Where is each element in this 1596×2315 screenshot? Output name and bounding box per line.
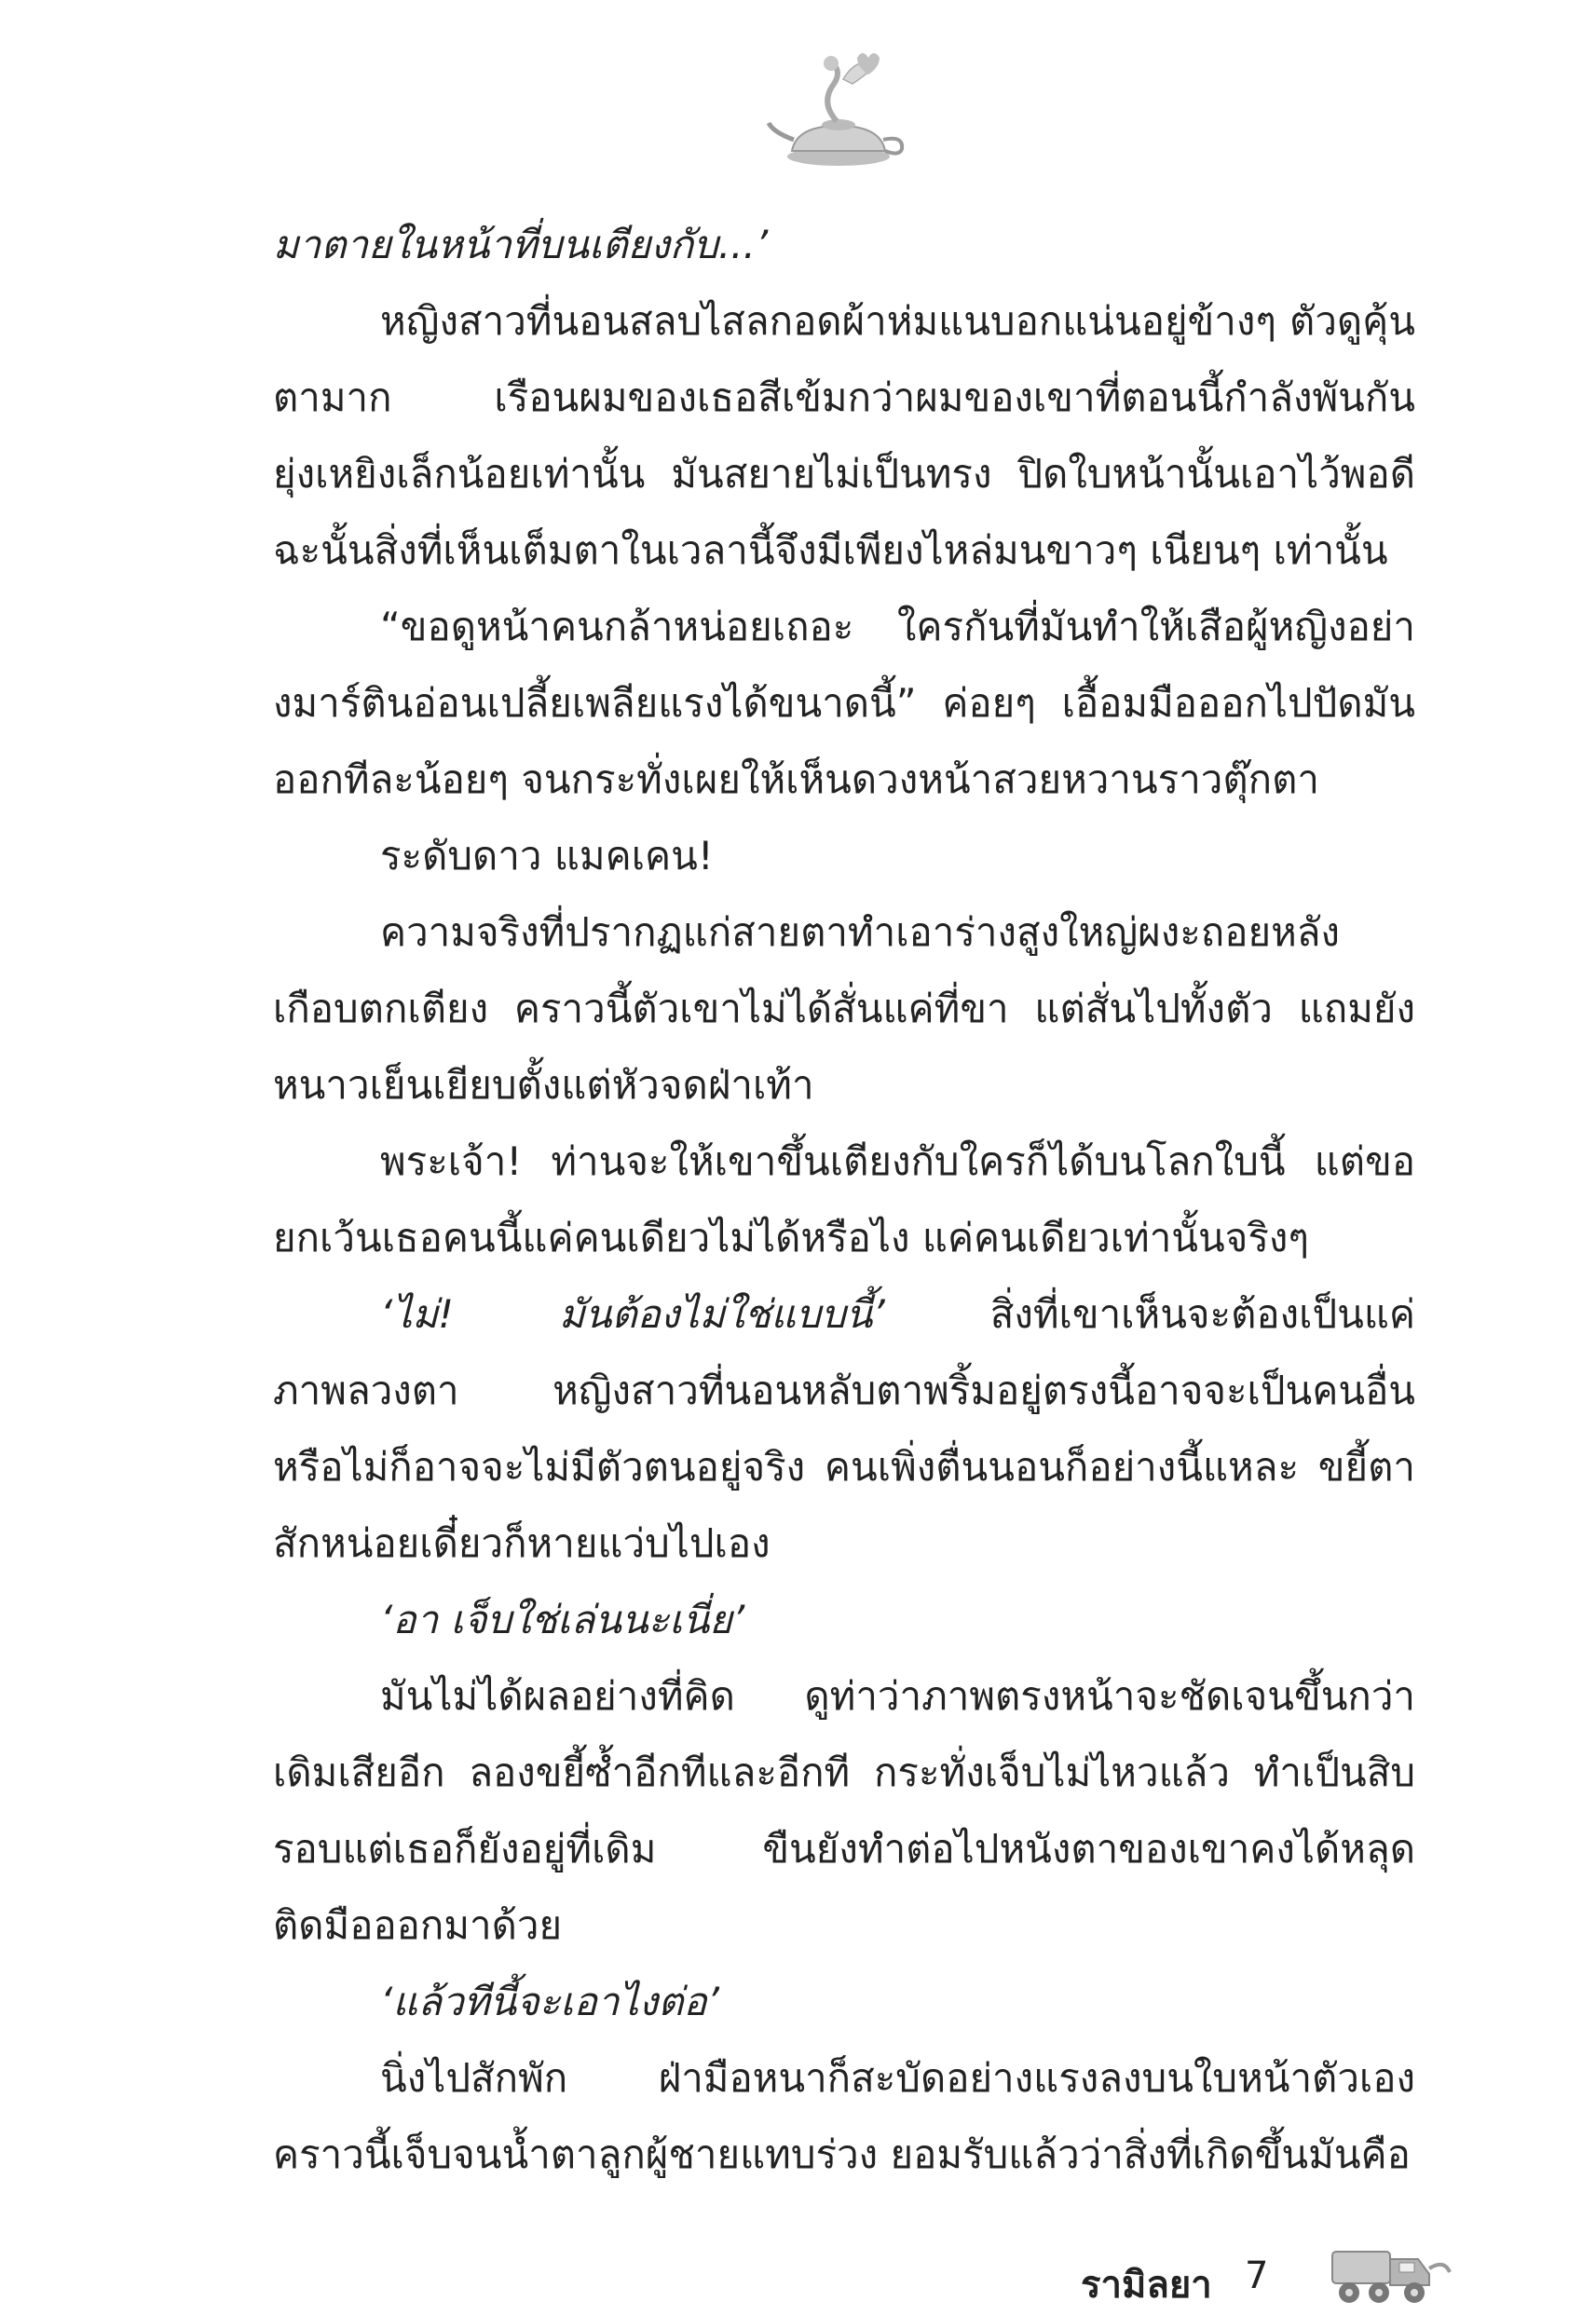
paragraph <box>273 818 1415 894</box>
paragraph-text: พระเจ้า! ท่านจะให้เขาขึ้นเตียงกับใครก็ได้บนโลกใบนี้ แต่ขอยกเว้นเธอคนนี้แค่คนเดียวไม่ได้หรือไง แค่คนเดียวเท่านั้นจริงๆ <box>273 1138 1415 1260</box>
genie-lamp-cupid-icon <box>764 47 913 177</box>
paragraph-text: มันไม่ได้ผลอย่างที่คิด ดูท่าว่าภาพตรงหน้าจะชัดเจนขึ้นกว่าเดิมเสียอีก ลองขยี้ซ้ำอีกทีและอีกที กระทั่งเจ็บไม่ไหวแล้ว ทำเป็นสิบรอบแต่เธอก็ยังอยู่ที่เดิม ขืนยังทำต่อไปหนังตาของเขาคงได้หลุดติดมือออกมาด้วย <box>273 1673 1415 1948</box>
toy-truck-icon <box>1314 2231 1453 2315</box>
italic-text: ‘อา เจ็บใช่เล่นนะเนี่ย’ <box>380 1597 745 1642</box>
paragraph <box>273 207 1415 283</box>
page-footer <box>1025 2253 1286 2308</box>
paragraph-text: นิ่งไปสักพัก ฝ่ามือหนาก็สะบัดอย่างแรงลงบนใบหน้าตัวเองคราวนี้เจ็บจนน้ำตาลูกผู้ชายแทบร่วง ยอมรับแล้วว่าสิ่งที่เกิดขึ้นมันคือ <box>273 2055 1415 2177</box>
paragraph-text: ความจริงที่ปรากฏแก่สายตาทำเอาร่างสูงใหญ่ผงะถอยหลังเกือบตกเตียง คราวนี้ตัวเขาไม่ได้สั่นแค่ที่ขา แต่สั่นไปทั้งตัว แถมยังหนาวเย็นเยียบตั้งแต่หัวจดฝ่าเท้า <box>273 909 1415 1108</box>
paragraph-text: ระดับดาว แมคเคน! <box>380 833 714 878</box>
body-text <box>273 207 1415 2193</box>
italic-text: ‘แล้วทีนี้จะเอาไงต่อ’ <box>380 1979 719 2024</box>
author-name: รามิลยา <box>1081 2264 1212 2307</box>
paragraph <box>273 1276 1415 1582</box>
paragraph <box>273 2040 1415 2193</box>
paragraph <box>273 283 1415 589</box>
paragraph-text: สิ่งที่เขาเห็นจะต้องเป็นแค่ภาพลวงตา หญิงสาวที่นอนหลับตาพริ้มอยู่ตรงนี้อาจจะเป็นคนอื่น หรือไม่ก็อาจจะไม่มีตัวตนอยู่จริง คนเพิ่งตื่นนอนก็อย่างนี้แหละ ขยี้ตาสักหน่อยเดี๋ยวก็หายแว่บไปเอง <box>273 1291 1415 1566</box>
paragraph <box>273 1658 1415 1964</box>
paragraph-text: หญิงสาวที่นอนสลบไสลกอดผ้าห่มแนบอกแน่นอยู่ข้างๆ ตัวดูคุ้นตามาก เรือนผมของเธอสีเข้มกว่าผมของเขาที่ตอนนี้กำลังพันกันยุ่งเหยิงเล็กน้อยเท่านั้น มันสยายไม่เป็นทรง ปิดใบหน้านั้นเอาไว้พอดี ฉะนั้นสิ่งที่เห็นเต็มตาในเวลานี้จึงมีเพียงไหล่มนขาวๆ เนียนๆ เท่านั้น <box>273 298 1415 573</box>
italic-text: ‘ไม่! มันต้องไม่ใช่แบบนี้’ <box>380 1291 885 1337</box>
paragraph <box>273 1123 1415 1276</box>
paragraph-text: “ขอดูหน้าคนกล้าหน่อยเถอะ ใครกันที่มันทำให้เสือผู้หญิงอย่างมาร์ตินอ่อนเปลี้ยเพลียแรงได้ขนาดนี้” ค่อยๆ เอื้อมมือออกไปปัดมันออกทีละน้อยๆ จนกระทั่งเผยให้เห็นดวงหน้าสวยหวานราวตุ๊กตา <box>273 604 1415 802</box>
paragraph <box>273 1964 1415 2040</box>
paragraph <box>273 589 1415 818</box>
paragraph <box>273 1582 1415 1658</box>
paragraph <box>273 894 1415 1123</box>
page-number: 7 <box>1245 2254 1269 2297</box>
italic-text: มาตายในหน้าที่บนเตียงกับ...’ <box>273 222 769 267</box>
